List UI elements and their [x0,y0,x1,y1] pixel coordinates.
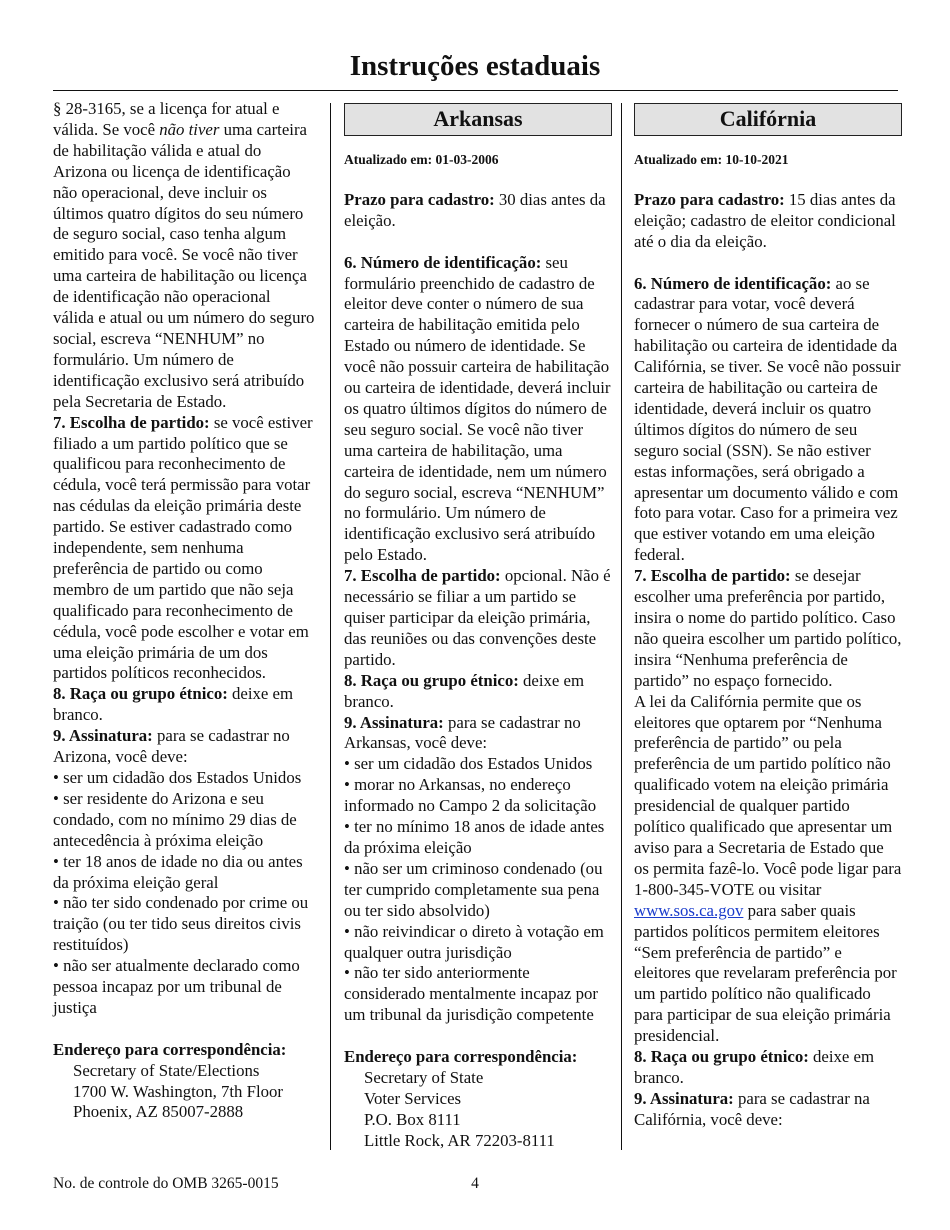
california-law-text: A lei da Califórnia permite que os eleitores que optarem por “Nenhuma preferência de partido” ou pela preferência de um partido político não qualificado votem na eleição primária presidencial de qualquer partido político qualificado que apresentar um aviso para a Secretaria de Estado que os permita fazê-lo. Você pode ligar para 1-800-345-VOTE ou visitar www.sos.ca.gov para saber quais partidos políticos permitem eleitores “Sem preferência de partido” e eleitores que revelaram preferência por um partido político não qualificado para participar de sua eleição primária presidencial. [634,691,902,1046]
arkansas-deadline: Prazo para cadastro: 30 dias antes da eleição. [344,189,606,230]
arkansas-race-section: 8. Raça ou grupo étnico: deixe em branco. [344,670,585,711]
arkansas-updated-date: Atualizado em: 01-03-2006 [344,152,499,167]
arkansas-party-section: 7. Escolha de partido: opcional. Não é necessário se filiar a um partido se quiser participar da eleição primária, das reuniões ou das convenções deste partido. [344,566,611,669]
arkansas-id-section: 6. Número de identificação: seu formulário preenchido de cadastro de eleitor deve conter o número de sua carteira de habilitação emitida pelo Estado ou número de identidade. Se você não possuir carteira de habilitação ou carteira de identidade, deverá incluir os quatro últimos dígitos do número de seu seguro social. Se você não tiver uma carteira de habilitação, uma carteira de identidade, nem um número do seguro social, escreva “NENHUM” no formulário. Um número de identificação exclusivo será atribuído pelo Estado. [344,252,611,565]
arkansas-bullet: • morar no Arkansas, no endereço informado no Campo 2 da solicitação [344,775,597,816]
sos-website-link[interactable]: www.sos.ca.gov [634,900,744,920]
california-party-section: 7. Escolha de partido: se desejar escolher uma preferência por partido, insira o nome do partido político. Caso não queira escolher um partido político, insira “Nenhuma preferência de partido” no espaço fornecido. [634,566,902,690]
arizona-address-line: 1700 W. Washington, 7th Floor [73,1081,283,1101]
arizona-id-text: § 28-3165, se a licença for atual e válida. Se você não tiver uma carteira de habilitação válida e atual do Arizona ou licença de identificação não operacional, deve incluir os últimos quatro dígitos do seu número de seguro social, caso tenha algum emitido para você. Se você não tiver uma carteira de habilitação ou licença de identificação não operacional válida e atual ou um número do seguro social, escreva “NENHUM” no formulário. Um número de identificação exclusivo será atribuído pela Secretaria de Estado. [53,99,315,411]
california-column [634,99,902,1131]
arizona-mail-label: Endereço para correspondência: [53,1039,287,1059]
arkansas-bullet: • não ter sido anteriormente considerado mentalmente incapaz por um tribunal da jurisdição competente [344,963,598,1025]
arkansas-mail-label: Endereço para correspondência: [344,1047,578,1067]
arizona-address-line: Secretary of State/Elections [73,1060,260,1080]
arkansas-bullet: • ter no mínimo 18 anos de idade antes da próxima eleição [344,817,605,857]
arizona-signature-section: 9. Assinatura: para se cadastrar no Arizona, você deve: [53,726,290,767]
arizona-race-section: 8. Raça ou grupo étnico: deixe em branco. [53,684,294,725]
arkansas-heading: Arkansas [344,103,612,136]
page-number: 4 [471,1175,479,1192]
arizona-bullet: • ter 18 anos de idade no dia ou antes da próxima eleição geral [53,851,303,892]
arkansas-bullet: • ser um cidadão dos Estados Unidos [344,754,593,774]
california-updated-date: Atualizado em: 10-10-2021 [634,152,789,167]
arkansas-column [344,99,612,1152]
arizona-bullet: • não ter sido condenado por crime ou traição (ou ter tido seus direitos civis restituídos) [53,893,309,955]
arkansas-address-line: Little Rock, AR 72203-8111 [364,1130,555,1150]
arkansas-address-line: Voter Services [364,1088,462,1108]
page-title: Instruções estaduais [349,50,601,82]
california-race-section: 8. Raça ou grupo étnico: deixe em branco. [634,1047,875,1087]
column-divider-1 [330,103,331,1150]
california-signature-section: 9. Assinatura: para se cadastrar na Califórnia, você deve: [634,1088,870,1129]
arizona-address-line: Phoenix, AZ 85007-2888 [73,1102,244,1122]
california-heading: Califórnia [634,103,902,136]
california-id-section: 6. Número de identificação: ao se cadastrar para votar, você deverá fornecer o número de sua carteira de habilitação ou carteira de identidade da Califórnia, se tiver. Se você não possuir carteira de habilitação ou carteira de identidade, deverá incluir os quatro últimos dígitos do número de seu seguro social (SSN). Se não estiver estas informações, será obrigado a apresentar um documento válido e com foto para votar. Caso for a primeira vez que estiver votando em uma eleição federal. [634,273,901,565]
arizona-bullet: • ser um cidadão dos Estados Unidos [53,768,302,787]
column-divider-2 [621,103,622,1150]
arizona-bullet: • ser residente do Arizona e seu condado, com no mínimo 29 dias de antecedência à próxima eleição [53,788,297,850]
omb-control-number: No. de controle do OMB 3265-0015 [53,1175,279,1192]
california-deadline: Prazo para cadastro: 15 dias antes da eleição; cadastro de eleitor condicional até o dia da eleição. [634,189,896,251]
arizona-bullet: • não ser atualmente declarado como pessoa incapaz por um tribunal de justiça [53,956,300,1017]
title-divider [53,90,898,91]
arkansas-bullet: • não ser um criminoso condenado (ou ter cumprido completamente sua pena ou ter sido absolvido) [344,858,603,920]
arkansas-bullet: • não reivindicar o direto à votação em qualquer outra jurisdição [344,921,604,962]
arizona-column [53,99,315,1123]
arkansas-address-line: Secretary of State [364,1067,484,1087]
arizona-party-section: 7. Escolha de partido: se você estiver filiado a um partido político que se qualificou para reconhecimento de cédula, você terá permissão para votar nas cédulas da eleição primária deste partido. Se estiver cadastrado como independente, sem nenhuma preferência de partido ou como membro de um partido que não seja qualificado para reconhecimento de cédula, você pode escolher e votar em uma eleição primária de um dos partidos políticos reconhecidos. [53,412,313,683]
arkansas-signature-section: 9. Assinatura: para se cadastrar no Arkansas, você deve: [344,712,581,753]
arkansas-address-line: P.O. Box 8111 [364,1109,461,1129]
